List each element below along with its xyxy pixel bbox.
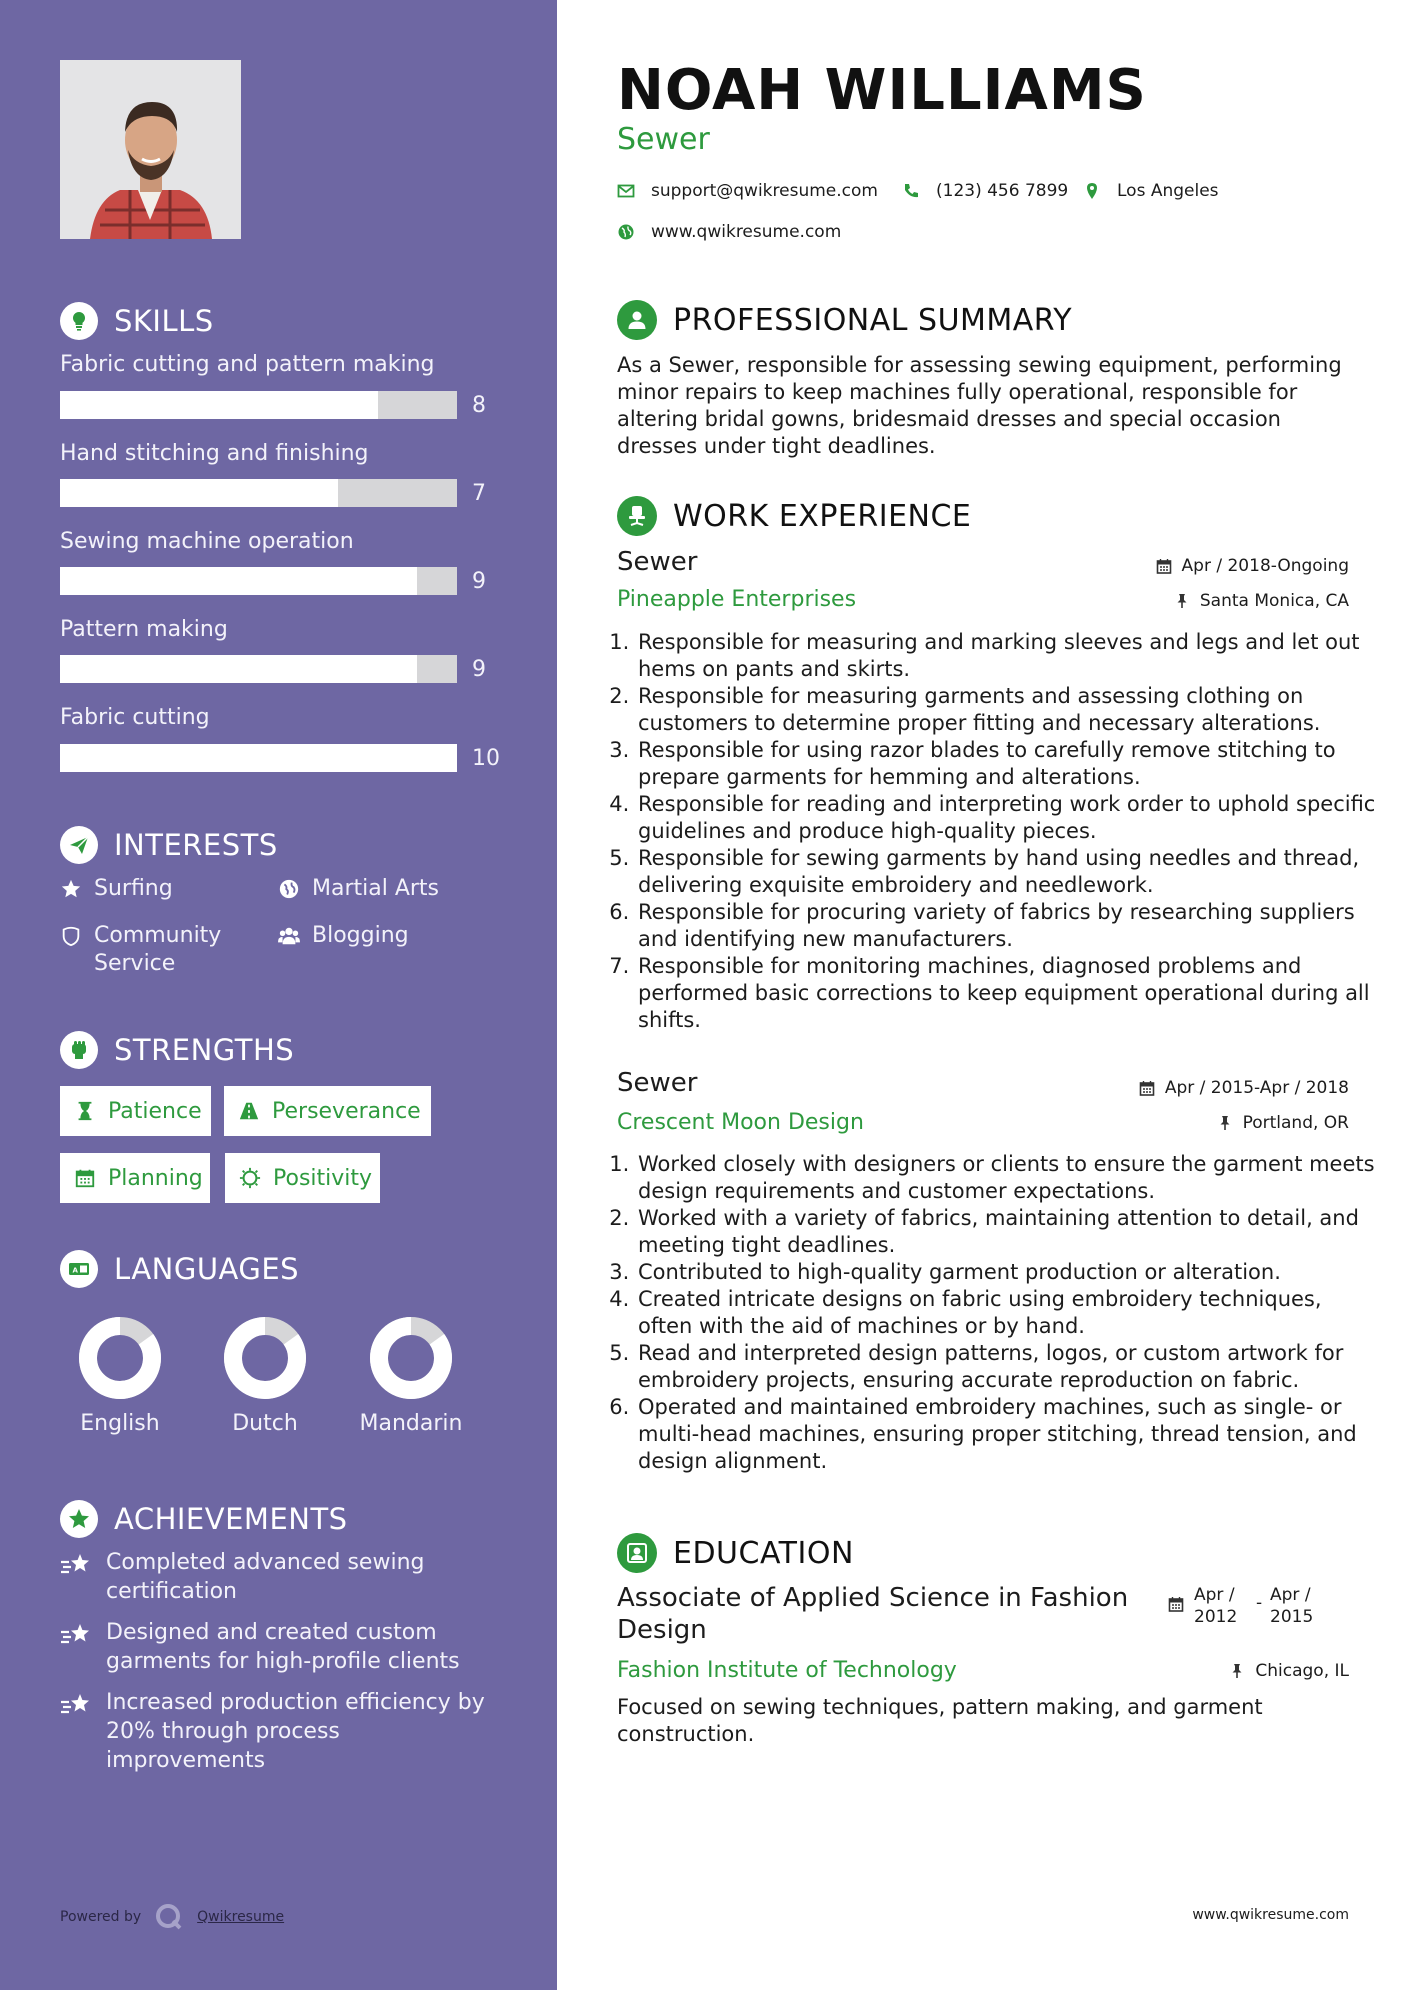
contact-website[interactable]: www.qwikresume.com: [617, 222, 841, 242]
star-icon: [60, 878, 82, 900]
list-item: 4. Responsible for reading and interpreting work order to uphold specific guidelines and produce high-quality pieces.: [636, 791, 1376, 845]
list-item: 7. Responsible for monitoring machines, diagnosed problems and performed basic corrections to keep equipment operational during all shifts.: [636, 953, 1376, 1034]
job-duties-list: [612, 1151, 1376, 1475]
skill-bar-fill: [60, 567, 417, 595]
globe-icon: [278, 878, 300, 900]
office-chair-icon: [617, 496, 657, 536]
languages-heading: [60, 1250, 299, 1288]
language-icon: [60, 1250, 98, 1288]
hourglass-icon: [74, 1100, 96, 1122]
interest-item: Community Service: [60, 922, 260, 978]
lightbulb-icon: [60, 302, 98, 340]
job-dates: Apr / 2015-Apr / 2018: [1139, 1078, 1349, 1098]
achievements-title: ACHIEVEMENTS: [114, 1502, 348, 1536]
language-item: [200, 1315, 330, 1436]
user-icon: [617, 300, 657, 340]
qwikresume-logo-icon: [155, 1903, 183, 1931]
skill-value: 9: [472, 657, 486, 682]
skill-bar: [60, 744, 457, 772]
skill-value: 8: [472, 393, 486, 418]
road-icon: [238, 1100, 260, 1122]
achievement-item: Designed and created custom garments for high-profile clients: [60, 1618, 500, 1676]
list-item: 5. Read and interpreted design patterns, logos, or custom artwork for embroidery projects, ensuring accurate reproduction on fabric.: [636, 1340, 1376, 1394]
language-label: Mandarin: [359, 1411, 463, 1436]
skill-label: Pattern making: [60, 617, 228, 642]
fist-icon: [60, 1031, 98, 1069]
list-item: 4. Created intricate designs on fabric using embroidery techniques, often with the aid of machines or by hand.: [636, 1286, 1376, 1340]
skill-value: 9: [472, 569, 486, 594]
skill-bar: [60, 391, 457, 419]
shield-icon: [60, 925, 82, 947]
svg-text:A: A: [72, 1266, 78, 1275]
language-ring: [77, 1315, 163, 1401]
achievement-item: Increased production efficiency by 20% through process improvements: [60, 1688, 500, 1775]
language-label: Dutch: [232, 1411, 298, 1436]
education-description: Focused on sewing techniques, pattern making, and garment construction.: [617, 1695, 1263, 1746]
strength-chip: Patience: [60, 1086, 211, 1136]
achievements-heading: [60, 1500, 348, 1538]
interests-title: INTERESTS: [114, 828, 278, 862]
language-ring: [222, 1315, 308, 1401]
pushpin-icon: [1174, 593, 1190, 609]
trophy-star-icon: [60, 1500, 98, 1538]
pushpin-icon: [1217, 1115, 1233, 1131]
map-pin-icon: [1083, 182, 1101, 200]
strengths-title: STRENGTHS: [114, 1033, 295, 1067]
interest-item: Martial Arts: [278, 875, 498, 903]
envelope-icon: [617, 182, 635, 200]
education-date-start: Apr / 2012: [1194, 1585, 1238, 1627]
contact-phone[interactable]: (123) 456 7899: [902, 181, 1068, 201]
experience-heading: [617, 496, 971, 536]
qwikresume-link[interactable]: Qwikresume: [197, 1909, 285, 1925]
skill-bar: [60, 479, 457, 507]
contact-location: Los Angeles: [1083, 181, 1219, 201]
summary-heading: [617, 300, 1072, 340]
list-item: 3. Responsible for using razor blades to carefully remove stitching to prepare garments for hemming and alterations.: [636, 737, 1376, 791]
shooting-star-icon: [60, 1620, 92, 1650]
skill-bar-fill: [60, 479, 338, 507]
job-location: Santa Monica, CA: [1174, 591, 1349, 611]
languages-title: LANGUAGES: [114, 1252, 300, 1286]
job-title: Sewer: [617, 547, 698, 577]
candidate-name: NOAH WILLIAMS: [617, 58, 1147, 123]
skills-title: SKILLS: [114, 304, 214, 338]
candidate-title: Sewer: [617, 122, 710, 157]
job-title: Sewer: [617, 1068, 698, 1098]
skill-value: 10: [472, 746, 500, 771]
strength-chip: Perseverance: [224, 1086, 431, 1136]
strength-chip: Planning: [60, 1153, 210, 1203]
strength-chip: Positivity: [225, 1153, 380, 1203]
skill-bar-fill: [60, 391, 378, 419]
summary-text: As a Sewer, responsible for assessing sewing equipment, performing minor repairs to keep machines fully operational, responsible for altering bridal gowns, bridesmaid dresses and special occasion dresses under tight deadlines.: [617, 353, 1342, 458]
phone-icon: [902, 182, 920, 200]
company-name: Pineapple Enterprises: [617, 587, 857, 612]
language-ring: [368, 1315, 454, 1401]
list-item: 6. Operated and maintained embroidery machines, such as single- or multi-head machines, ensuring proper stitching, thread tension, and design alignment.: [636, 1394, 1376, 1475]
language-item: [346, 1315, 476, 1436]
calendar-icon: [74, 1167, 96, 1189]
skill-label: Fabric cutting and pattern making: [60, 352, 435, 377]
interest-item: Surfing: [60, 875, 260, 903]
skill-label: Sewing machine operation: [60, 529, 354, 554]
skill-bar: [60, 655, 457, 683]
list-item: 1. Worked closely with designers or clients to ensure the garment meets design requirements and customer expectations.: [636, 1151, 1376, 1205]
skills-heading: [60, 302, 214, 340]
education-heading: [617, 1533, 854, 1573]
list-item: 5. Responsible for sewing garments by hand using needles and thread, delivering exquisite embroidery and needlework.: [636, 845, 1376, 899]
interests-heading: [60, 826, 278, 864]
calendar-icon: [1156, 558, 1172, 574]
skill-label: Hand stitching and finishing: [60, 441, 369, 466]
skill-bar: [60, 567, 457, 595]
language-label: English: [80, 1411, 160, 1436]
list-item: 6. Responsible for procuring variety of fabrics by researching suppliers and identifying new manufacturers.: [636, 899, 1376, 953]
job-dates: Apr / 2018-Ongoing: [1156, 556, 1349, 576]
profile-photo: [60, 60, 241, 239]
skill-bar-fill: [60, 744, 457, 772]
skill-value: 7: [472, 481, 486, 506]
skill-label: Fabric cutting: [60, 705, 210, 730]
school-name: Fashion Institute of Technology: [617, 1658, 957, 1683]
sun-icon: [239, 1167, 261, 1189]
users-icon: [278, 925, 300, 947]
globe-icon: [617, 223, 635, 241]
sidebar: [0, 0, 557, 1990]
list-item: 2. Responsible for measuring garments and assessing clothing on customers to determine proper fitting and necessary alterations.: [636, 683, 1376, 737]
shooting-star-icon: [60, 1550, 92, 1580]
education-date-separator: -: [1256, 1593, 1263, 1613]
job-duties-list: [612, 629, 1376, 1034]
experience-title: WORK EXPERIENCE: [673, 498, 972, 534]
education-date-end: Apr / 2015: [1270, 1585, 1314, 1627]
company-name: Crescent Moon Design: [617, 1110, 864, 1135]
powered-by-label: Powered by: [60, 1909, 142, 1925]
interest-item: Blogging: [278, 922, 498, 950]
list-item: 2. Worked with a variety of fabrics, maintaining attention to detail, and meeting tight deadlines.: [636, 1205, 1376, 1259]
shooting-star-icon: [60, 1690, 92, 1720]
powered-by: [60, 1903, 284, 1931]
strengths-heading: [60, 1031, 294, 1069]
list-item: 1. Responsible for measuring and marking sleeves and legs and let out hems on pants and skirts.: [636, 629, 1376, 683]
calendar-icon: [1168, 1596, 1184, 1612]
summary-title: PROFESSIONAL SUMMARY: [673, 302, 1073, 338]
list-item: 3. Contributed to high-quality garment production or alteration.: [636, 1259, 1376, 1286]
contact-email[interactable]: support@qwikresume.com: [617, 181, 878, 201]
job-location: Portland, OR: [1217, 1113, 1349, 1133]
skill-bar-fill: [60, 655, 417, 683]
graduate-icon: [617, 1533, 657, 1573]
paper-plane-icon: [60, 826, 98, 864]
degree-title: Associate of Applied Science in Fashion Design: [617, 1583, 1129, 1645]
calendar-icon: [1139, 1080, 1155, 1096]
pushpin-icon: [1229, 1663, 1245, 1679]
education-title: EDUCATION: [673, 1535, 854, 1571]
footer-website[interactable]: www.qwikresume.com: [1192, 1907, 1349, 1923]
education-dates: [1168, 1584, 1332, 1628]
education-location: Chicago, IL: [1229, 1661, 1349, 1681]
achievement-item: Completed advanced sewing certification: [60, 1548, 500, 1606]
language-item: [55, 1315, 185, 1436]
